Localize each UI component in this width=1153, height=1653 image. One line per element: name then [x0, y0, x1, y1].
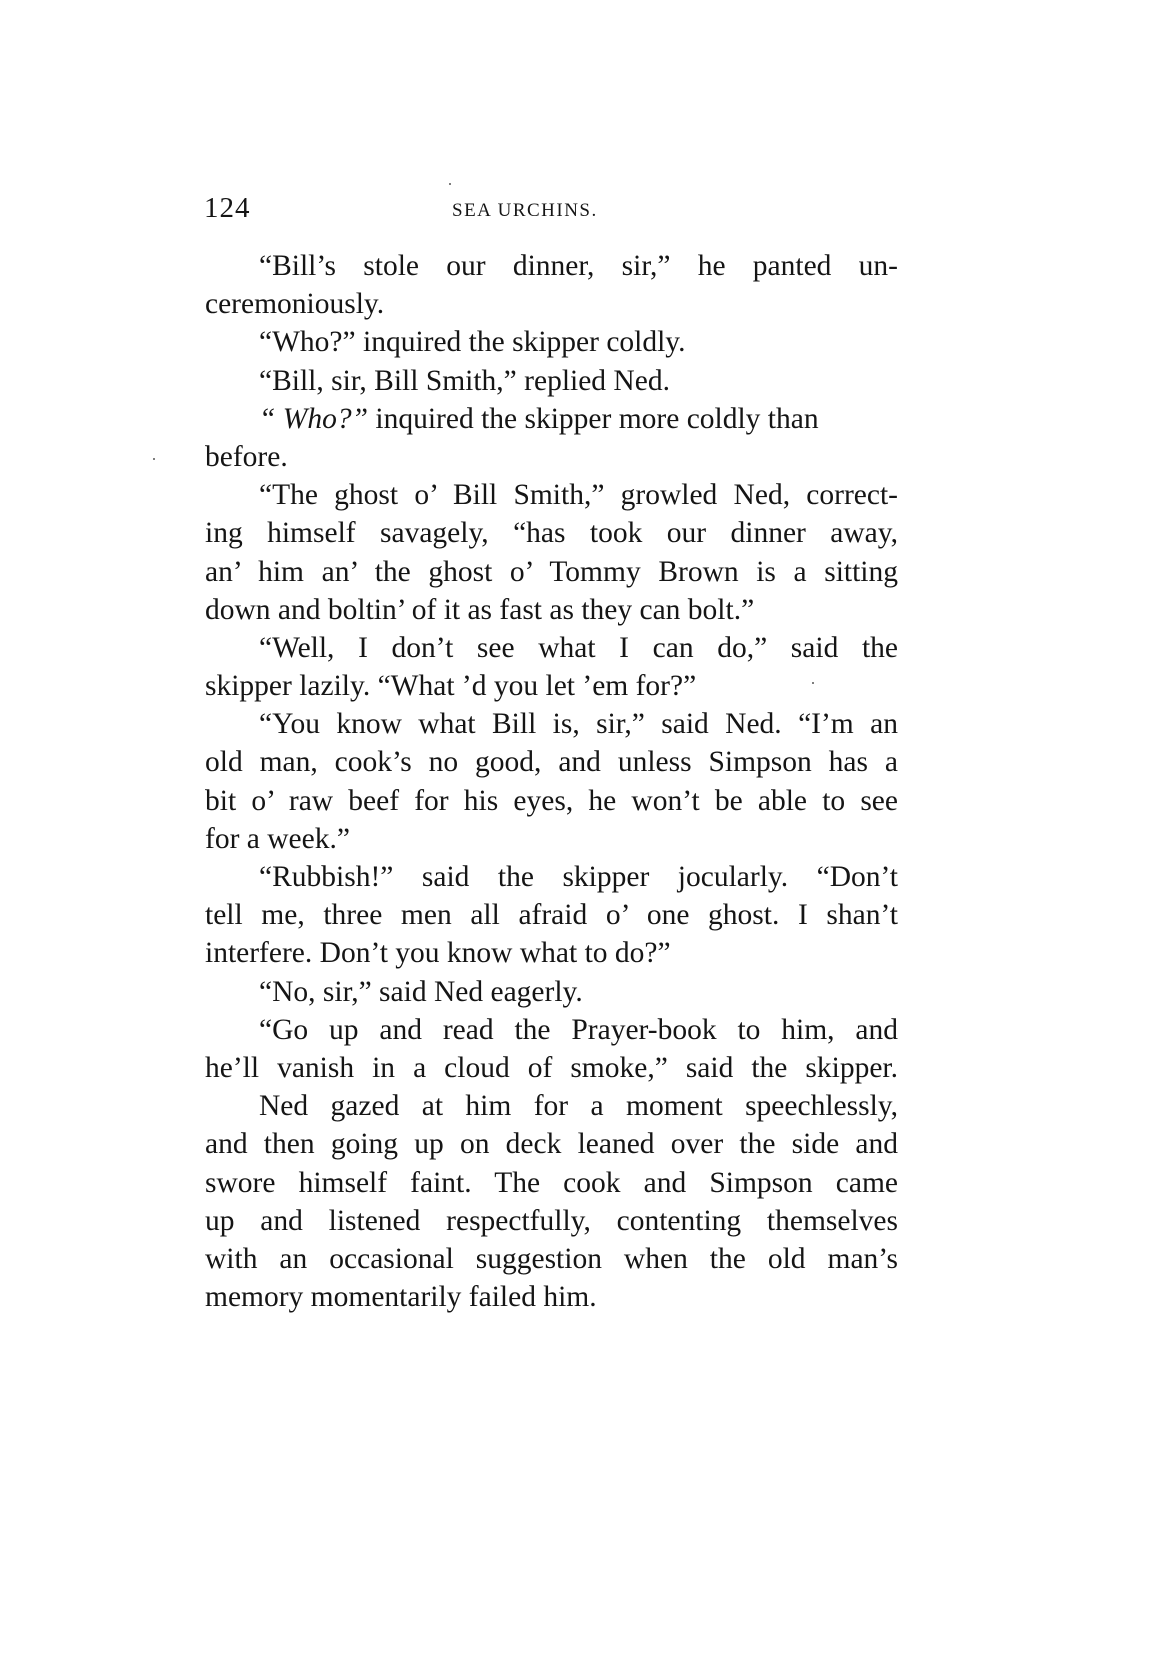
italic-emphasis: “ Who?”	[259, 402, 369, 435]
page-header	[200, 192, 900, 232]
text-line: he’ll vanish in a cloud of smoke,” said the skipper.	[205, 1051, 898, 1084]
text-line: “Well, I don’t see what I can do,” said the	[259, 631, 898, 664]
print-speck	[812, 682, 814, 684]
running-title: SEA URCHINS.	[452, 200, 598, 221]
text-line: an’ him an’ the ghost o’ Tommy Brown is a sitting	[205, 555, 898, 588]
text-line: “Go up and read the Prayer-book to him, and	[259, 1013, 898, 1046]
print-speck	[153, 458, 155, 460]
text-line: swore himself faint. The cook and Simpson came	[205, 1166, 898, 1199]
text-line: ceremoniously.	[205, 288, 385, 321]
text-line: “No, sir,” said Ned eagerly.	[259, 975, 583, 1008]
text-line: down and boltin’ of it as fast as they can bolt.”	[205, 593, 755, 626]
text-line: “Rubbish!” said the skipper jocularly. “Don’t	[259, 861, 898, 893]
text-line: up and listened respectfully, contenting themselves	[205, 1204, 898, 1237]
text-line: skipper lazily. “What ’d you let ’em for?”	[205, 670, 697, 703]
text-line-with-italic	[205, 400, 898, 438]
body-text	[205, 247, 898, 1316]
text-line: and then going up on deck leaned over the side and	[205, 1128, 898, 1161]
text-line: Ned gazed at him for a moment speechlessly,	[259, 1090, 898, 1123]
text-line: tell me, three men all afraid o’ one ghost. I shan’t	[205, 899, 898, 932]
text-line: “You know what Bill is, sir,” said Ned. “I’m an	[259, 708, 898, 741]
print-speck	[449, 183, 451, 185]
text-line-remainder: inquired the skipper more coldly than	[375, 402, 819, 435]
text-line: with an occasional suggestion when the old man’s	[205, 1242, 898, 1275]
text-line: “Bill’s stole our dinner, sir,” he panted un-	[259, 250, 898, 282]
text-line: ing himself savagely, “has took our dinner away,	[205, 517, 898, 550]
text-line: before.	[205, 440, 288, 473]
text-line: for a week.”	[205, 822, 350, 855]
text-line: “The ghost o’ Bill Smith,” growled Ned, correct-	[259, 479, 898, 512]
text-line: “Bill, sir, Bill Smith,” replied Ned.	[259, 364, 670, 397]
text-line: interfere. Don’t you know what to do?”	[205, 937, 671, 970]
text-line: “Who?” inquired the skipper coldly.	[259, 326, 686, 359]
text-line: bit o’ raw beef for his eyes, he won’t be able to see	[205, 784, 898, 817]
text-line: old man, cook’s no good, and unless Simpson has a	[205, 746, 898, 779]
text-line: memory momentarily failed him.	[205, 1281, 597, 1314]
page-number: 124	[204, 192, 251, 224]
